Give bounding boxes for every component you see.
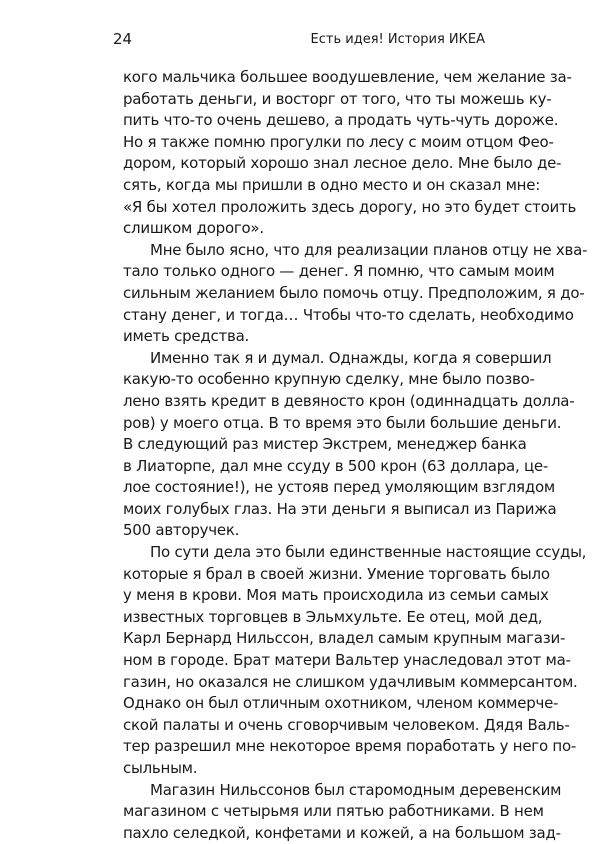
paragraph bbox=[123, 542, 587, 780]
body-text bbox=[123, 67, 588, 844]
paragraph bbox=[123, 240, 588, 348]
text-line: ров) у моего отца. В то время это были большие деньги. bbox=[123, 413, 562, 432]
text-line: «Я бы хотел проложить здесь дорогу, но это будет стоить bbox=[123, 197, 577, 216]
text-line: стану денег, и тогда… Чтобы что-то сделать, необходимо bbox=[123, 305, 574, 324]
text-line: которые я брал в своей жизни. Умение торговать было bbox=[123, 564, 550, 583]
text-line: Однако он был отличным охотником, членом коммерче- bbox=[123, 694, 559, 713]
text-line: Но я также помню прогулки по лесу с моим отцом Фео- bbox=[123, 132, 554, 151]
text-line: дором, который хорошо знал лесное дело. Мне было де- bbox=[123, 154, 562, 173]
text-line: известных торговцев в Эльмхульте. Ее отец, мой дед, bbox=[123, 607, 543, 626]
paragraph bbox=[123, 348, 575, 542]
text-line: Карл Бернард Нильссон, владел самым крупным магази- bbox=[123, 629, 566, 648]
text-line: магазином с четырьмя или пятью работниками. В нем bbox=[123, 802, 544, 821]
text-line: В следующий раз мистер Экстрем, менеджер банка bbox=[123, 435, 527, 454]
text-line: По сути дела это были единственные настоящие ссуды, bbox=[150, 543, 587, 562]
text-line: лое состояние!), не устояв перед умоляющим взглядом bbox=[123, 478, 555, 497]
text-line: сильным желанием было помочь отцу. Предположим, я до- bbox=[123, 283, 585, 302]
text-line: пить что-то очень дешево, а продать чуть-чуть дороже. bbox=[123, 111, 559, 130]
text-line: газин, но оказался не слишком удачливым коммерсантом. bbox=[123, 672, 578, 691]
text-line: пахло селедкой, конфетами и кожей, а на большом зад- bbox=[123, 823, 561, 842]
page-number: 24 bbox=[113, 30, 133, 48]
running-title: Есть идея! История ИКЕА bbox=[310, 32, 485, 47]
paragraph bbox=[123, 780, 562, 844]
text-line: моих голубых глаз. На эти деньги я выписал из Парижа bbox=[123, 499, 557, 518]
text-line: сыльным. bbox=[123, 759, 198, 777]
text-line: слишком дорого». bbox=[123, 219, 264, 238]
text-line: тало только одного — денег. Я помню, что самым моим bbox=[123, 262, 555, 281]
text-line: тер разрешил мне некоторое время поработать у него по- bbox=[123, 737, 577, 756]
text-line: кого мальчика большее воодушевление, чем желание за- bbox=[123, 68, 572, 86]
text-line: лено взять кредит в девяносто крон (одиннадцать долла- bbox=[123, 391, 575, 410]
running-header bbox=[113, 30, 485, 50]
text-line: ской палаты и очень сговорчивым человеком. Дядя Валь- bbox=[123, 715, 570, 734]
paragraph bbox=[123, 67, 577, 240]
text-line: сять, когда мы пришли в одно место и он сказал мне: bbox=[123, 175, 540, 194]
text-line: 500 авторучек. bbox=[123, 521, 240, 540]
text-line: в Лиаторпе, дал мне ссуду в 500 крон (63 доллара, це- bbox=[123, 456, 549, 475]
text-line: у меня в крови. Моя мать происходила из семьи самых bbox=[123, 586, 549, 605]
text-line: работать деньги, и восторг от того, что ты можешь ку- bbox=[123, 89, 552, 108]
text-line: какую-то особенно крупную сделку, мне было позво- bbox=[123, 370, 535, 389]
text-line: ном в городе. Брат матери Вальтер унаследовал этот ма- bbox=[123, 651, 571, 670]
text-line: Именно так я и думал. Однажды, когда я совершил bbox=[150, 348, 552, 367]
text-line: Магазин Нильссонов был старомодным деревенским bbox=[150, 780, 562, 799]
text-line: иметь средства. bbox=[123, 327, 250, 346]
text-line: Мне было ясно, что для реализации планов отцу не хва- bbox=[150, 240, 588, 259]
